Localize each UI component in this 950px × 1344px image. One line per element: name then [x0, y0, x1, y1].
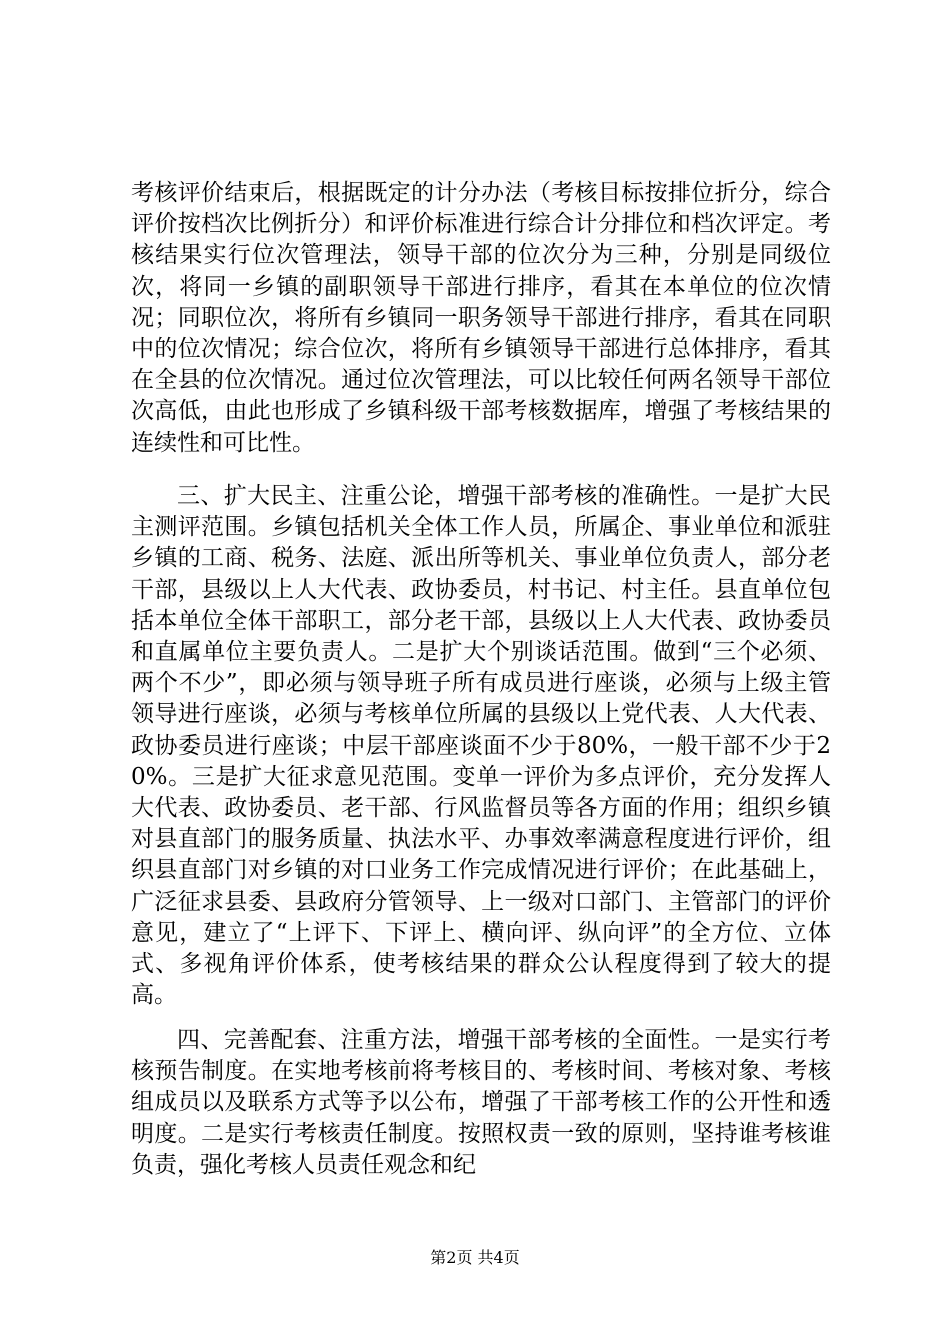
page-footer	[0, 1245, 950, 1268]
body-paragraph-2	[131, 481, 831, 1011]
paragraph-text: 四、完善配套、注重方法，增强干部考核的全面性。一是实行考核预告制度。在实地考核前将考核目的、考核时间、考核对象、考核组成员以及联系方式等予以公布，增强了干部考核工作的公开性和透明度。二是实行考核责任制度。按照权责一致的原则，坚持谁考核谁负责，强化考核人员责任观念和纪	[131, 1027, 831, 1178]
body-paragraph-3	[131, 1025, 831, 1181]
page-number: 第2页 共4页	[430, 1248, 520, 1267]
paragraph-text: 考核评价结束后，根据既定的计分办法（考核目标按排位折分，综合评价按档次比例折分）和评价标准进行综合计分排位和档次评定。考核结果实行位次管理法，领导干部的位次分为三种，分别是同级位次，将同一乡镇的副职领导干部进行排序，看其在本单位的位次情况；同职位次，将所有乡镇同一职务领导干部进行排序，看其在同职中的位次情况；综合位次，将所有乡镇领导干部进行总体排序，看其在全县的位次情况。通过位次管理法，可以比较任何两名领导干部位次高低，由此也形成了乡镇科级干部考核数据库，增强了考核结果的连续性和可比性。	[131, 180, 831, 456]
body-paragraph-1	[131, 178, 831, 459]
paragraph-text: 三、扩大民主、注重公论，增强干部考核的准确性。一是扩大民主测评范围。乡镇包括机关全体工作人员，所属企、事业单位和派驻乡镇的工商、税务、法庭、派出所等机关、事业单位负责人，部分老干部，县级以上人大代表、政协委员，村书记、村主任。县直单位包括本单位全体干部职工，部分老干部，县级以上人大代表、政协委员和直属单位主要负责人。二是扩大个别谈话范围。做到“三个必须、两个不少”，即必须与领导班子所有成员进行座谈，必须与上级主管领导进行座谈，必须与考核单位所属的县级以上党代表、人大代表、政协委员进行座谈；中层干部座谈面不少于80%，一般干部不少于20%。三是扩大征求意见范围。变单一评价为多点评价，充分发挥人大代表、政协委员、老干部、行风监督员等各方面的作用；组织乡镇对县直部门的服务质量、执法水平、办事效率满意程度进行评价，组织县直部门对乡镇的对口业务工作完成情况进行评价；在此基础上，广泛征求县委、县政府分管领导、上一级对口部门、主管部门的评价意见，建立了“上评下、下评上、横向评、纵向评”的全方位、立体式、多视角评价体系，使考核结果的群众公认程度得到了较大的提高。	[131, 483, 831, 1009]
